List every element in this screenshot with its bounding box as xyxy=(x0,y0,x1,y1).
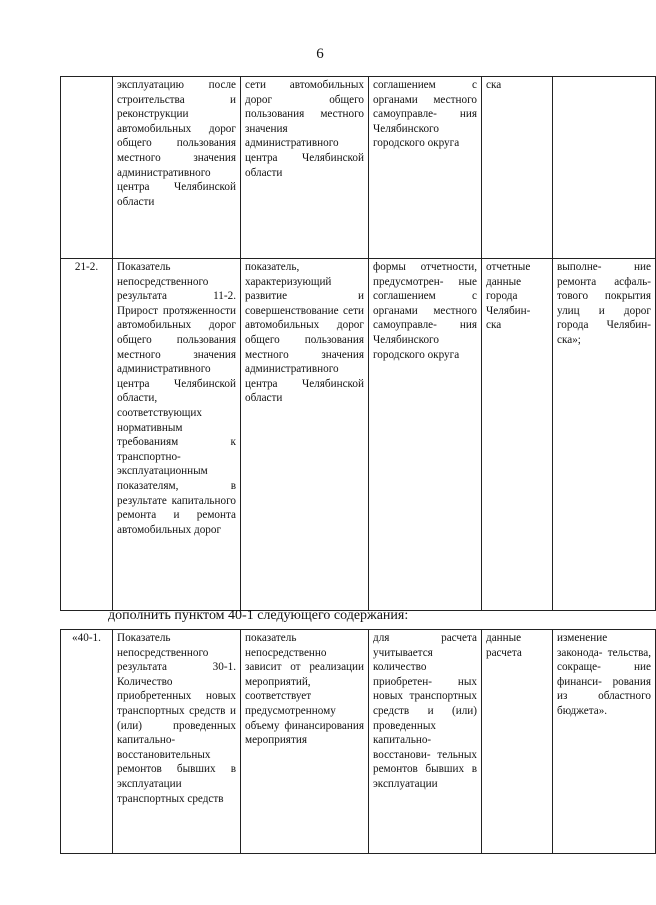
row-number-cell: «40-1. xyxy=(61,630,113,854)
indicator-name-cell: эксплуатацию после строительства и реконструкции автомобильных дорог общего пользования местного значения административного центра Челябинской области xyxy=(113,77,241,259)
row-number-cell: 21-2. xyxy=(61,259,113,611)
indicator-definition-cell: показатель, характеризующий развитие и совершенствование сети автомобильных дорог общего пользования местного значения административного центра Челябинской области xyxy=(241,259,369,611)
indicator-name-cell: Показатель непосредственного результата 30-1. Количество приобретенных новых транспортных средств и (или) проведенных капитально- восстановительных ремонтов бывших в эксплуатации транспортных средств xyxy=(113,630,241,854)
events-cell: выполне- ние ремонта асфаль- тового покрытия улиц и дорог города Челябин- ска»; xyxy=(553,259,656,611)
calculation-method-cell: соглашением с органами местного самоуправле- ния Челябинского городского округа xyxy=(369,77,482,259)
data-source-cell: ска xyxy=(482,77,553,259)
indicator-definition-cell: показатель непосредственно зависит от реализации мероприятий, соответствует предусмотренному объему финансирования мероприятия xyxy=(241,630,369,854)
table-row xyxy=(61,77,656,259)
table-row xyxy=(61,630,656,854)
table-row xyxy=(61,259,656,611)
indicator-definition-cell: сети автомобильных дорог общего пользования местного значения административного центра Челябинской области xyxy=(241,77,369,259)
data-source-cell: данные расчета xyxy=(482,630,553,854)
indicators-table-continued xyxy=(60,76,656,611)
data-source-cell: отчетные данные города Челябин- ска xyxy=(482,259,553,611)
row-number-cell xyxy=(61,77,113,259)
indicators-table-new-item xyxy=(60,629,656,854)
calculation-method-cell: для расчета учитывается количество приобретен- ных новых транспортных средств и (или) проведенных капитально- восстанови- тельных ремонтов бывших в эксплуатации xyxy=(369,630,482,854)
events-cell: изменение законода- тельства, сокраще- ние финанси- рования из областного бюджета». xyxy=(553,630,656,854)
indicator-name-cell: Показатель непосредственного результата 11-2. Прирост протяженности автомобильных дорог общего пользования местного значения административного центра Челябинской области, соответствующих нормативным требованиям к транспортно- эксплуатационным показателям, в результате капитального ремонта и ремонта автомобильных дорог xyxy=(113,259,241,611)
page-number: 6 xyxy=(316,46,324,62)
calculation-method-cell: формы отчетности, предусмотрен- ные соглашением с органами местного самоуправле- ния Челябинского городского округа xyxy=(369,259,482,611)
amendment-note: дополнить пунктом 40-1 следующего содержания: xyxy=(108,608,409,623)
events-cell xyxy=(553,77,656,259)
